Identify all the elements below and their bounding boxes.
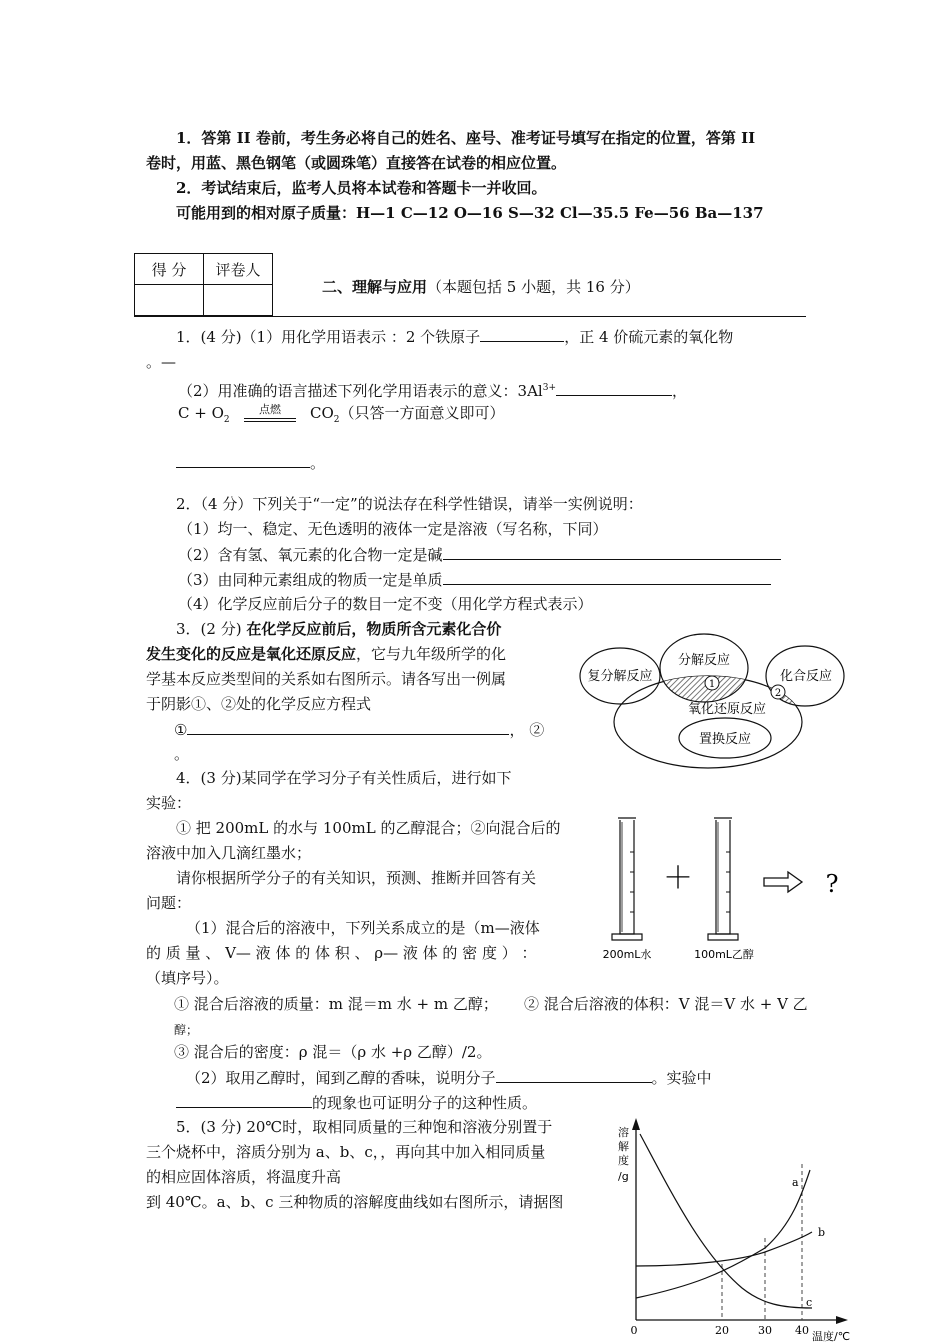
y-axis-title (618, 1125, 629, 1183)
q3-text-2b: ，它与九年级所学的化 (356, 645, 507, 663)
grader-header: 评卷人 (204, 254, 273, 285)
q2-blank-3[interactable] (443, 569, 771, 585)
q3-line2 (146, 644, 506, 664)
x-axis-title: 温度/℃ (812, 1330, 851, 1343)
q4-text-11: 的现象也可证明分子的这种性质。 (312, 1094, 538, 1112)
tick-20: 20 (715, 1324, 729, 1337)
q4-line6: 问题： (146, 894, 192, 912)
q4-line5: 请你根据所学分子的有关知识，预测、推断并回答有关 (176, 869, 537, 887)
q4-blank-2[interactable] (176, 1092, 312, 1108)
q4-line10 (186, 1067, 712, 1088)
q5-line2: 三个烧杯中，溶质分别为 a、b、c，，再向其中加入相同质量 (146, 1143, 546, 1161)
y-axis (632, 1118, 640, 1320)
q3-text-1b: 在化学反应前后，物质所含元素化合价 (246, 620, 502, 638)
label-100ml-ethanol: 100mL乙醇 (694, 948, 754, 961)
curve-a (636, 1170, 810, 1298)
ylabel-char-1: 溶 (618, 1126, 629, 1139)
q1-line2: 。— (146, 353, 177, 371)
q2-line4 (178, 569, 771, 590)
q5-line3: 的相应固体溶质，将温度升高 (146, 1168, 342, 1186)
q3-text-1a: 3．(2 分) (176, 620, 247, 638)
q3-line3: 学基本反应类型间的关系如右图所示。请各写出一例属 (146, 670, 507, 688)
ylabel-char-3: 度 (618, 1154, 629, 1167)
label-combine: 化合反应 (779, 669, 833, 684)
score-header: 得 分 (135, 254, 204, 285)
marker-2-text: 2 (774, 688, 782, 699)
q1-line3 (178, 378, 687, 401)
eq-right: CO (310, 404, 334, 422)
series-label-a: a (792, 1176, 799, 1189)
q5-line4: 到 40℃。a、b、c 三种物质的溶解度曲线如右图所示，请据图 (146, 1193, 564, 1211)
q4-line11 (176, 1092, 537, 1113)
q2-line1: 2．（4 分）下列关于“一定”的说法存在科学性错误，请举一实例说明： (176, 495, 643, 513)
q4-line1: 4．(3 分)某同学在学习分子有关性质后，进行如下 (176, 769, 512, 787)
eq-condition (244, 401, 296, 422)
eq-left: C + O (178, 404, 224, 422)
q3-text-5b: ， ② (509, 721, 545, 739)
label-redox: 氧化还原反应 (687, 702, 767, 717)
section-heading (322, 277, 640, 297)
label-double-decompose: 复分解反应 (587, 669, 653, 684)
note-2: 2．考试结束后，监考人员将本试卷和答题卡一并收回。 (176, 179, 547, 197)
q1-blank-1[interactable] (480, 326, 564, 342)
section-desc: （本题包括 5 小题，共 16 分） (427, 278, 640, 296)
q3-text-2a: 发生变化的反应是氧化还原反应 (146, 645, 357, 663)
q4-text-10a: （2）取用乙醇时，闻到乙醇的香味，说明分子 (186, 1069, 496, 1087)
q2-line5: （4）化学反应前后分子的数目一定不变（用化学方程式表示） (178, 595, 593, 613)
curve-c (640, 1134, 812, 1308)
q3-text-5a: ① (174, 721, 188, 739)
tick-0: 0 (630, 1324, 638, 1337)
q1-blank-3[interactable] (176, 452, 310, 468)
q1-equation-right (310, 403, 505, 430)
label-200ml-water: 200mL水 (602, 948, 652, 961)
eq-cond-text: 点燃 (259, 403, 281, 416)
series-label-b: b (818, 1226, 826, 1239)
note-1a: 1．答第 II 卷前，考生务必将自己的姓名、座号、准考证号填写在指定的位置，答第 II (176, 129, 756, 147)
q4-line8: 的 质 量 、 V— 液 体 的 体 积 、 ρ— 液 体 的 密 度 ） ： (146, 944, 537, 962)
section-divider (134, 316, 806, 317)
grader-cell[interactable] (204, 285, 273, 316)
q5-line1: 5．(3 分) 20℃时，取相同质量的三种饱和溶液分别置于 (176, 1118, 553, 1136)
q2-blank-2[interactable] (443, 544, 781, 560)
q2-line3 (178, 544, 781, 565)
tick-30: 30 (758, 1324, 772, 1337)
score-table (134, 253, 273, 316)
q1-blank-2[interactable] (556, 380, 672, 396)
q1-text-b: ，正 4 价硫元素的氧化物 (564, 328, 734, 346)
eq-left-sub: 2 (223, 415, 230, 425)
cylinder-figure (598, 812, 858, 962)
q3-blank-1[interactable] (187, 719, 509, 735)
q4-option1: ① 混合后溶液的质量：m 混＝m 水 + m 乙醇； (174, 995, 498, 1013)
series-label-c: c (806, 1296, 813, 1309)
marker-1-text: 1 (708, 679, 716, 690)
score-cell[interactable] (135, 285, 204, 316)
q4-option2b: 醇； (174, 1023, 199, 1037)
q4-option3: ③ 混合后的密度：ρ 混＝（ρ 水 +ρ 乙醇）/2。 (174, 1043, 492, 1061)
eq-right-sub: 2 (333, 415, 340, 425)
q1-text-d: ， (672, 382, 688, 400)
label-decompose: 分解反应 (677, 653, 731, 668)
q1-text-c: （2）用准确的语言描述下列化学用语表示的意义：3Al (178, 382, 543, 400)
q1-equation (178, 403, 230, 430)
q4-blank-1[interactable] (496, 1067, 652, 1083)
q4-text-10b: 。实验中 (651, 1069, 712, 1087)
q1-line1 (176, 326, 733, 347)
cylinder-100ml-ethanol (708, 818, 738, 940)
cylinder-200ml-water (612, 818, 642, 940)
q3-line1 (176, 619, 501, 639)
q2-line2: （1）均一、稳定、无色透明的液体一定是溶液（写名称，下同） (178, 520, 608, 538)
solubility-graph (612, 1114, 868, 1344)
q3-line5 (174, 719, 544, 740)
q1-text-e: 。 (310, 454, 326, 472)
q3-line4: 于阴影①、②处的化学反应方程式 (146, 695, 372, 713)
q3-line6: 。 (174, 745, 190, 763)
q4-line9: （填序号）。 (146, 969, 229, 987)
section-title: 二、理解与应用 (322, 278, 428, 296)
reaction-type-diagram (570, 628, 855, 778)
ylabel-char-2: 解 (618, 1140, 629, 1153)
q1-text-a: 1．(4 分)（1）用化学用语表示 ：2 个铁原子 (176, 328, 481, 346)
x-axis (636, 1316, 848, 1324)
q4-option2: ② 混合后溶液的体积：V 混＝V 水 + V 乙 (524, 995, 808, 1013)
label-replace: 置换反应 (698, 732, 752, 747)
question-mark: ? (825, 870, 839, 898)
tick-40: 40 (795, 1324, 809, 1337)
right-arrow-icon (764, 872, 802, 892)
curve-b (636, 1232, 812, 1266)
q4-line7: （1）混合后的溶液中，下列关系成立的是（m—液体 (186, 919, 540, 937)
eq-note: （只答一方面意义即可） (339, 404, 505, 422)
q1-sup: 3+ (542, 383, 557, 393)
note-1b: 卷时，用蓝、黑色钢笔（或圆珠笔）直接答在试卷的相应位置。 (146, 154, 567, 172)
plus-sign: ＋ (663, 861, 693, 896)
q4-line4: 溶液中加入几滴红墨水； (146, 844, 312, 862)
note-3: 可能用到的相对原子质量：H—1 C—12 O—16 S—32 Cl—35.5 Fe—56 Ba—137 (176, 204, 764, 222)
q2-text-3: （2）含有氢、氧元素的化合物一定是碱 (178, 546, 443, 564)
ylabel-char-4: /g (618, 1170, 629, 1183)
q2-text-4: （3）由同种元素组成的物质一定是单质 (178, 571, 443, 589)
q4-line2: 实验： (146, 794, 192, 812)
q1-line5 (176, 452, 325, 473)
q4-line3: ① 把 200mL 的水与 100mL 的乙醇混合；②向混合后的 (176, 819, 561, 837)
